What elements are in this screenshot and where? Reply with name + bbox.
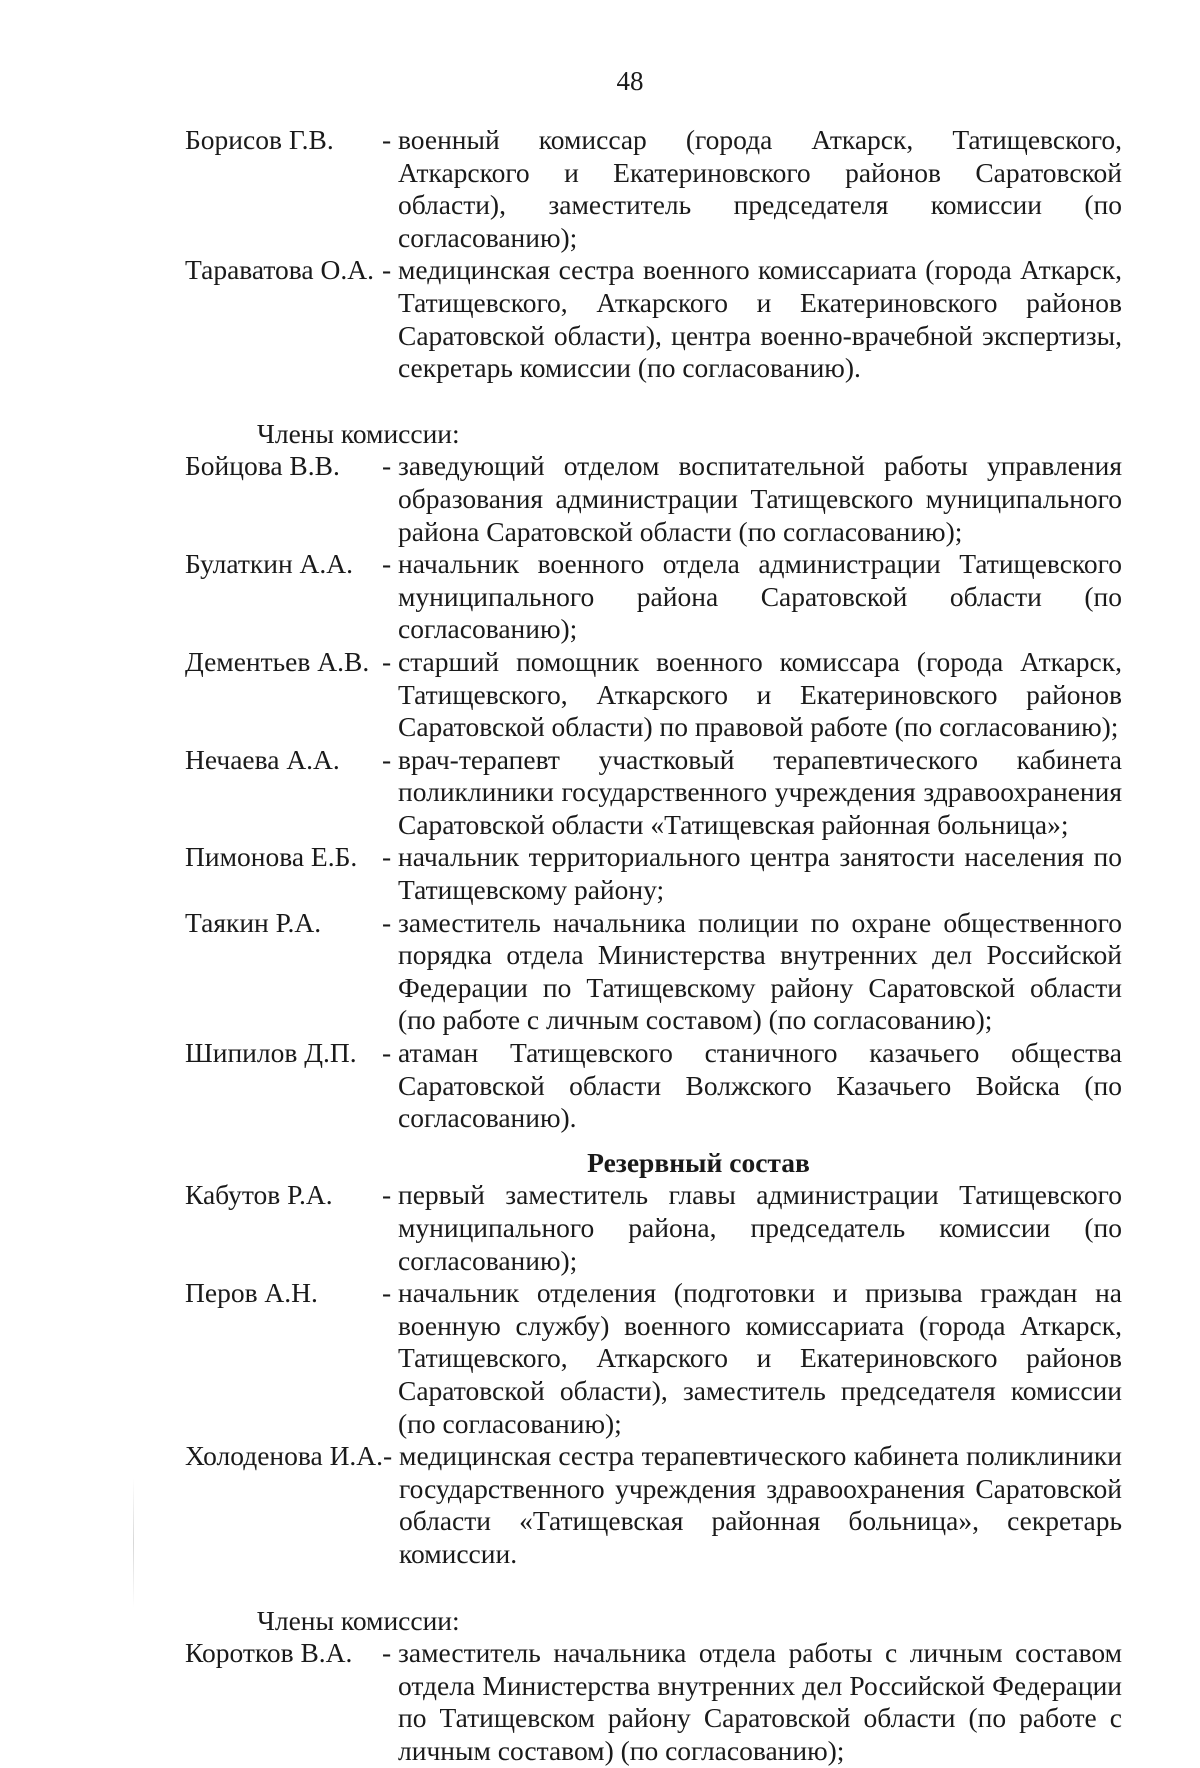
reserve-group (185, 1179, 1122, 1570)
commission-entry (185, 1440, 1122, 1570)
member-position: старший помощник военного комиссара (города Аткарск, Татищевского, Аткарского и Екатериновского районов Саратовской области) по правовой работе (по согласованию); (398, 645, 1122, 743)
member-name: Дементьев А.В. (185, 645, 370, 677)
entry-dash: - (382, 1637, 392, 1669)
member-name: Кабутов Р.А. (185, 1179, 333, 1211)
members-group (185, 1637, 1122, 1767)
member-position: заместитель начальника полиции по охране общественного порядка отдела Министерства внутренних дел Российской Федерации по Татищевскому району Саратовской области (по работе с личным составом) (по согласованию); (398, 906, 1122, 1036)
member-position: атаман Татищевского станичного казачьего общества Саратовской области Волжского Казачьего Войска (по согласованию). (398, 1037, 1122, 1134)
member-position: заместитель начальника отдела работы с личным составом отдела Министерства внутренних дел Российской Федерации по Татищевском району Саратовской области (по работе с личным составом) (по согласованию); (398, 1637, 1122, 1766)
entry-dash: - (382, 548, 392, 580)
reserve-section-title: Резервный состав (587, 1146, 810, 1178)
members-heading: Члены комиссии: (257, 417, 460, 449)
member-name: Перов А.Н. (185, 1277, 318, 1309)
entry-dash: - (382, 124, 392, 155)
entry-dash: - (382, 906, 392, 938)
member-position: первый заместитель главы администрации Татищевского муниципального района, председатель комиссии (по согласованию); (398, 1179, 1122, 1276)
member-position: медицинская сестра терапевтического кабинета поликлиники государственного учреждения здравоохранения Саратовской области «Татищевская районная больница», секретарь комиссии. (399, 1440, 1122, 1569)
commission-entry (185, 907, 1122, 1037)
member-name: Нечаева А.А. (185, 743, 340, 775)
commission-entry (185, 646, 1122, 744)
commission-entry (185, 841, 1122, 906)
commission-entry (185, 450, 1122, 548)
chairman-group (185, 124, 1122, 385)
member-name: Борисов Г.В. (185, 124, 334, 155)
entry-dash: - (382, 645, 392, 677)
entry-dash: - (382, 1179, 392, 1211)
entry-dash: - (382, 1037, 392, 1069)
members-group (185, 450, 1122, 1134)
member-position: начальник территориального центра занятости населения по Татищевскому району; (398, 841, 1122, 906)
member-position: врач-терапевт участковый терапевтического кабинета поликлиники государственного учреждения здравоохранения Саратовской области «Татищевская районная больница»; (398, 743, 1122, 840)
member-position: медицинская сестра военного комиссариата (города Аткарск, Татищевского, Аткарского и Екатериновского районов Саратовской области), центра военно-врачебной экспертизы, секретарь комиссии (по согласованию). (398, 254, 1122, 384)
member-name: Холоденова И.А. (185, 1440, 384, 1472)
member-position: начальник военного отдела администрации Татищевского муниципального района Саратовской области (по согласованию); (398, 548, 1122, 645)
entry-dash: - (383, 1440, 393, 1472)
commission-entry (185, 1637, 1122, 1767)
entry-dash: - (382, 1277, 392, 1309)
member-position: военный комиссар (города Аткарск, Татищевского, Аткарского и Екатериновского районов Саратовской области), заместитель председателя комиссии (по согласованию); (398, 124, 1122, 253)
members-heading: Члены комиссии: (257, 1604, 460, 1636)
commission-entry (185, 254, 1122, 384)
member-position: начальник отделения (подготовки и призыва граждан на военную службу) военного комиссариата (города Аткарск, Татищевского, Аткарского и Екатериновского районов Саратовской области), заместитель председателя комиссии (по согласованию); (398, 1277, 1122, 1439)
commission-entry (185, 1037, 1122, 1135)
entry-dash: - (382, 743, 392, 775)
commission-entry (185, 548, 1122, 646)
commission-list (185, 124, 1122, 1768)
entry-dash: - (382, 841, 392, 873)
scan-artifact-line (133, 1478, 134, 1608)
commission-entry (185, 1179, 1122, 1277)
member-name: Шипилов Д.П. (185, 1037, 357, 1069)
entry-dash: - (382, 450, 392, 482)
member-position: заведующий отделом воспитательной работы управления образования администрации Татищевского муниципального района Саратовской области (по согласованию); (398, 450, 1122, 547)
commission-entry (185, 1277, 1122, 1440)
page-number: 48 (616, 66, 644, 96)
member-name: Тараватова О.А. (185, 254, 374, 286)
member-name: Коротков В.А. (185, 1637, 353, 1669)
entry-dash: - (382, 254, 392, 286)
member-name: Пимонова Е.Б. (185, 841, 358, 873)
member-name: Бойцова В.В. (185, 450, 340, 482)
member-name: Булаткин А.А. (185, 548, 354, 580)
commission-entry (185, 744, 1122, 842)
member-name: Таякин Р.А. (185, 906, 322, 938)
commission-entry (185, 124, 1122, 254)
